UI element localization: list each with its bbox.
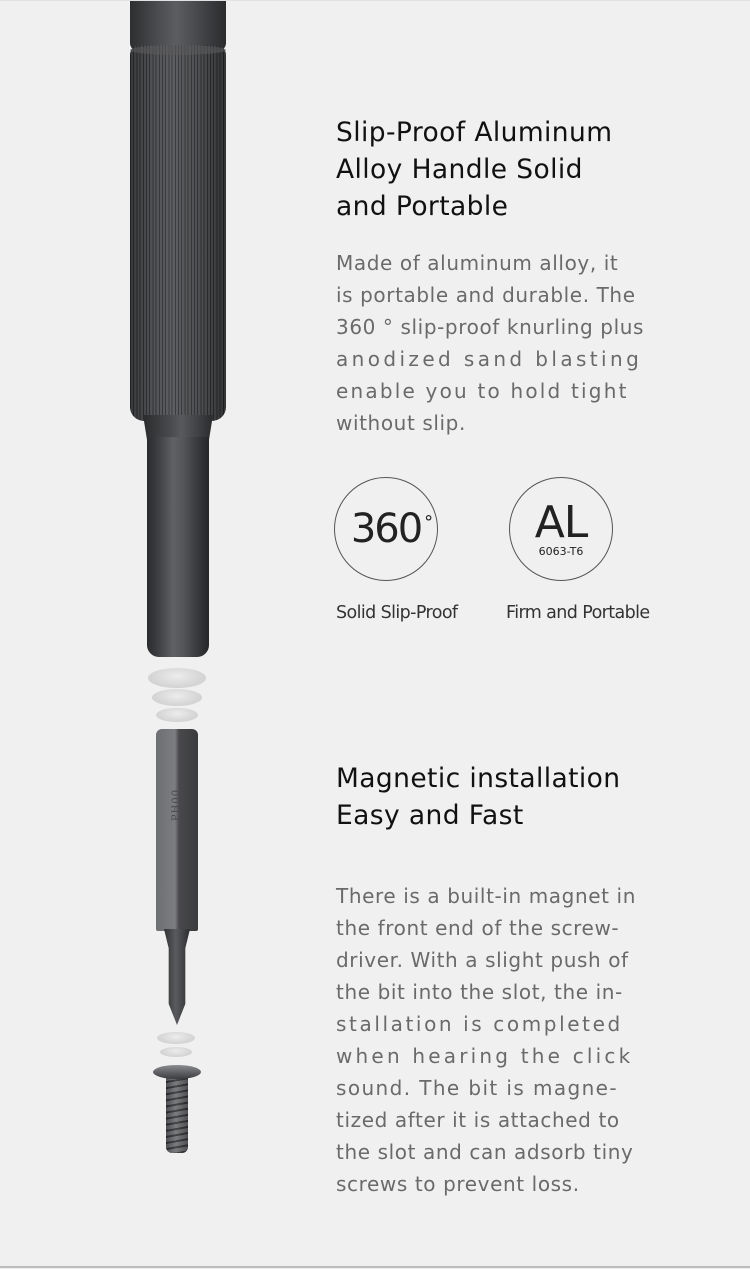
screwdriver-shaft (147, 437, 209, 657)
magnet-disc-icon (152, 689, 202, 706)
body-line: tized after it is attached to (336, 1108, 620, 1132)
body-line: enable you to hold tight (336, 379, 629, 403)
section-title (336, 114, 696, 225)
screw-thread (166, 1075, 188, 1153)
badge-subtext: 6063-T6 (538, 545, 584, 558)
badge-360 (334, 477, 508, 623)
bit-label: PH00 (170, 788, 182, 822)
badge-main-text (350, 506, 434, 552)
badge-main-text: AL (534, 497, 588, 548)
body-line: anodized sand blasting (336, 347, 643, 371)
section-magnetic (336, 760, 696, 1200)
body-line: There is a built-in magnet in (336, 884, 636, 908)
screw-head (153, 1065, 201, 1079)
title-line: Alloy Handle Solid (336, 154, 583, 185)
title-line: Easy and Fast (336, 800, 524, 831)
section-title (336, 760, 696, 834)
aluminum-alloy-icon (509, 477, 613, 581)
section-slip-proof (336, 114, 696, 439)
body-line: sound. The bit is magne- (336, 1076, 618, 1100)
title-line: Magnetic installation (336, 763, 621, 794)
section-description (336, 247, 680, 439)
badge-aluminum (508, 477, 682, 623)
knurled-handle (130, 45, 226, 421)
body-line: the bit into the slot, the in- (336, 980, 623, 1004)
title-line: Slip-Proof Aluminum (336, 117, 613, 148)
body-line: Made of aluminum alloy, it (336, 251, 619, 275)
magnet-disc-icon (156, 708, 198, 722)
title-line: and Portable (336, 191, 509, 222)
degree-symbol: ° (424, 512, 434, 533)
section-description (336, 880, 680, 1200)
body-line: without slip. (336, 411, 466, 435)
screwdriver-bit (156, 729, 198, 931)
body-line: screws to prevent loss. (336, 1172, 580, 1196)
magnet-disc-icon (148, 668, 206, 688)
body-line: is portable and durable. The (336, 283, 636, 307)
phillips-tip (164, 929, 190, 1025)
body-line: stallation is completed (336, 1012, 623, 1036)
badge-number: 360 (350, 506, 422, 552)
body-line: the slot and can adsorb tiny (336, 1140, 634, 1164)
feature-badges (334, 477, 682, 623)
screwdriver-cap (130, 1, 226, 51)
360-degree-icon (334, 477, 438, 581)
badge-caption: Solid Slip-Proof (336, 603, 458, 623)
badge-caption: Firm and Portable (506, 603, 650, 623)
body-line: the front end of the screw- (336, 916, 620, 940)
body-line: when hearing the click (336, 1044, 634, 1068)
magnet-disc-icon (157, 1032, 195, 1044)
body-line: driver. With a slight push of (336, 948, 629, 972)
body-line: 360 ° slip-proof knurling plus (336, 315, 645, 339)
magnet-disc-icon (160, 1047, 192, 1057)
product-illustration (0, 1, 320, 1269)
